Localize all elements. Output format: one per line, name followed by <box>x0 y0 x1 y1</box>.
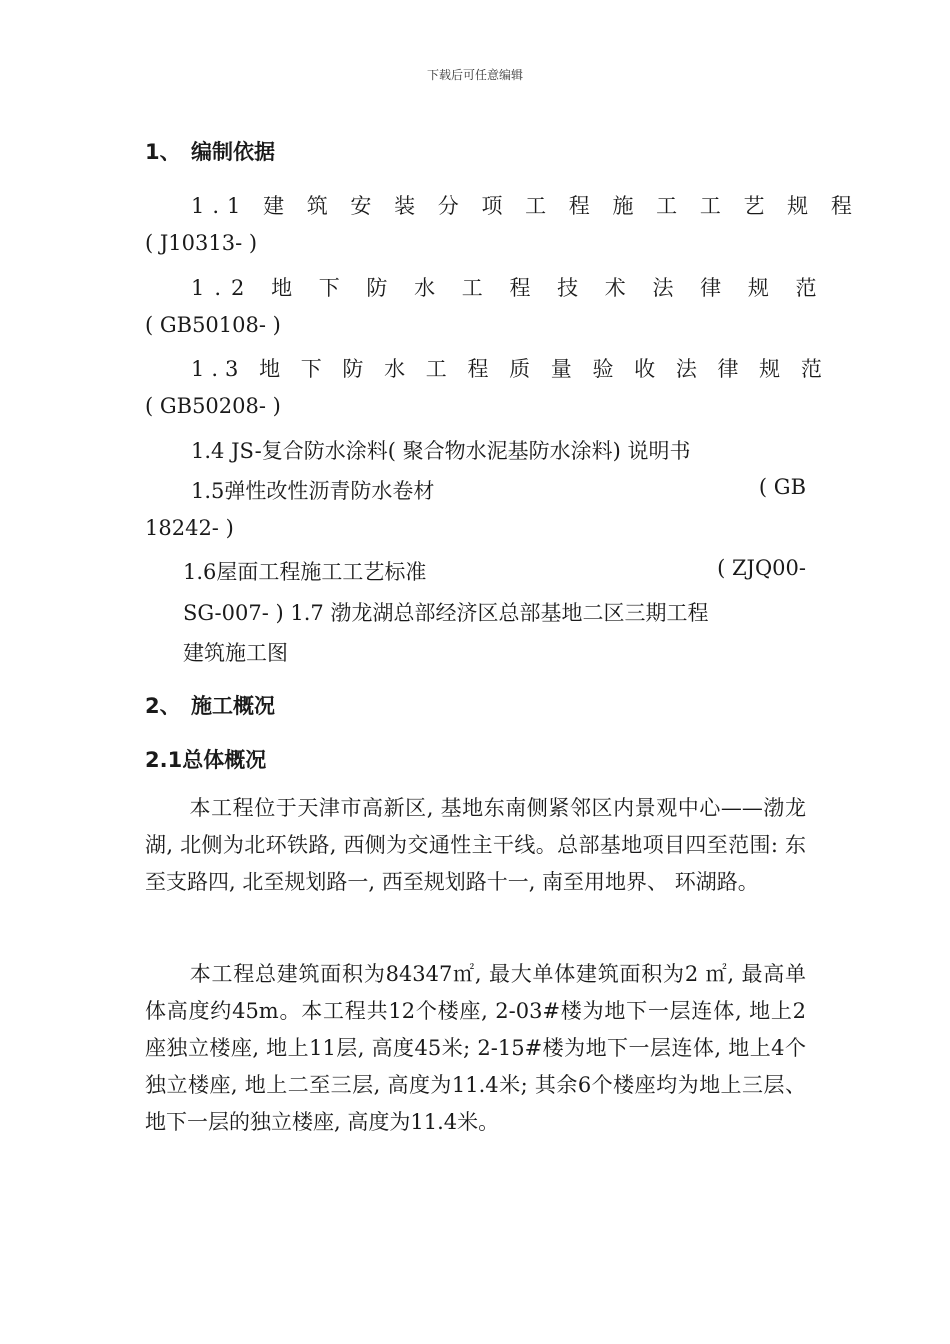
item-1-3-line-2: ( GB50208- ) <box>145 394 281 418</box>
section-2-number: 2、 <box>145 694 181 718</box>
paragraph-1 <box>145 790 806 901</box>
item-1-5-line-1 <box>145 475 806 505</box>
item-1-6-title: 1.6屋面工程施工工艺标准 <box>183 560 427 584</box>
item-1-2-line-1: 1.2 地 下 防 水 工 程 技 术 法 律 规 范 <box>191 276 827 300</box>
section-1-title: 编制依据 <box>191 140 275 164</box>
section-2-heading <box>145 690 275 720</box>
item-1-5-code: ( GB <box>758 475 806 499</box>
paragraph-2-text: 本工程总建筑面积为84347㎡, 最大单体建筑面积为2 ㎡, 最高单体高度约45m。本工程共12个楼座, 2-03#楼为地下一层连体, 地上2座独立楼座, 地上11层, 高度45米; 2-15#楼为地下一层连体, 地上4个独立楼座, 地上二至三层, 高度为11.4米; 其余6个楼座均为地上三层、 地下一层的独立楼座, 高度为11.4米。 <box>145 962 806 1134</box>
section-1-number: 1、 <box>145 140 181 164</box>
paragraph-1-text: 本工程位于天津市高新区, 基地东南侧紧邻区内景观中心——渤龙湖, 北侧为北环铁路, 西侧为交通性主干线。总部基地项目四至范围: 东至支路四, 北至规划路一, 西至规划路十一, 南至用地界、 环湖路。 <box>145 796 806 894</box>
section-2-title: 施工概况 <box>191 694 275 718</box>
paragraph-2 <box>145 956 806 1141</box>
item-1-1-line-2: ( J10313- ) <box>145 231 258 255</box>
item-1-6-code: ( ZJQ00- <box>717 556 806 580</box>
item-1-1-line-1: 1.1 建 筑 安 装 分 项 工 程 施 工 工 艺 规 程 <box>191 194 860 218</box>
section-1-heading <box>145 136 275 166</box>
item-1-4: 1.4 JS-复合防水涂料( 聚合物水泥基防水涂料) 说明书 <box>191 439 691 463</box>
item-1-6-line-2: SG-007- ) 1.7 渤龙湖总部经济区总部基地二区三期工程 <box>183 601 709 625</box>
item-1-6-line-1 <box>145 556 806 586</box>
item-1-2-line-2: ( GB50108- ) <box>145 313 281 337</box>
item-1-7-line-2: 建筑施工图 <box>183 641 288 665</box>
item-1-3-line-1: 1.3 地 下 防 水 工 程 质 量 验 收 法 律 规 范 <box>191 357 829 381</box>
page-header: 下载后可任意编辑 <box>426 68 523 82</box>
item-1-5-title: 1.5弹性改性沥青防水卷材 <box>191 479 435 503</box>
subsection-2-1-heading: 2.1总体概况 <box>145 748 267 772</box>
item-1-5-line-2: 18242- ) <box>145 516 234 540</box>
